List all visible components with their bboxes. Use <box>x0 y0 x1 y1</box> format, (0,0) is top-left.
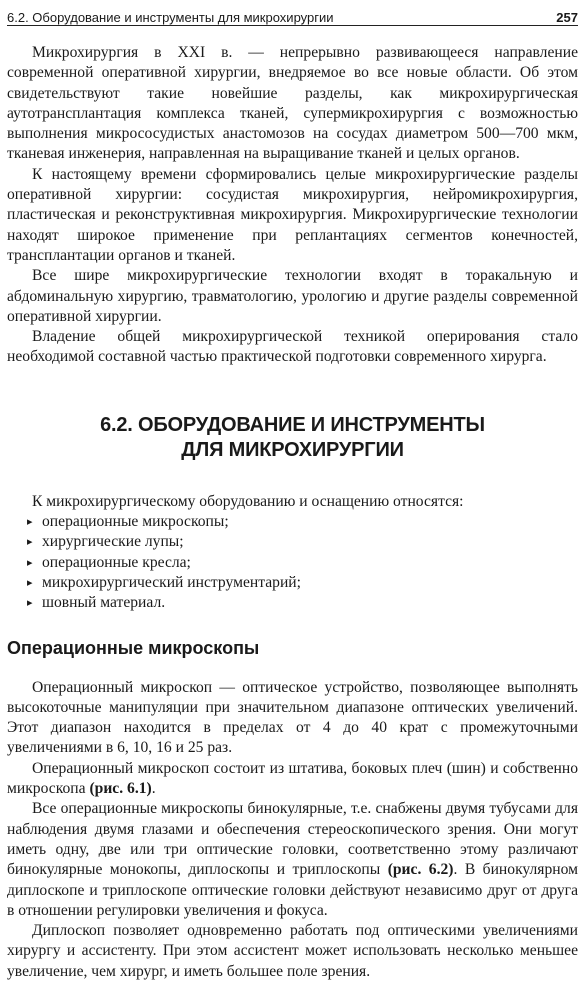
list-item: ▸ операционные микроскопы; <box>7 512 578 532</box>
paragraph: Владение общей микрохирургической техникой оперирования стало необходимой составной частью практической подготовки современного хирурга. <box>7 328 578 366</box>
section-heading <box>7 413 578 463</box>
running-header <box>7 0 578 26</box>
subsection-heading: Операционные микроскопы <box>7 637 260 658</box>
subsection-text <box>7 678 578 982</box>
equipment-list <box>7 512 578 613</box>
triangle-bullet-icon: ▸ <box>27 535 33 549</box>
paragraph: Микрохирургия в XXI в. — непрерывно развивающееся направление современной оперативной хирургии, внедряемое во все новые области. Об этом свидетельствуют такие новейшие разделы, как микрохирургическая аутотрансплантация комплекса тканей, супермикрохирургия с возможностью выполнения микрососудистых анастомозов на сосудах диаметром 500—700 мкм, тканевая инженерия, направленная на выращивание тканей и целых органов. <box>7 44 578 163</box>
paragraph: Все шире микрохирургические технологии входят в торакальную и абдоминальную хирургию, травматологию, урологию и другие разделы современной оперативной хирургии. <box>7 267 578 325</box>
triangle-bullet-icon: ▸ <box>27 555 33 569</box>
figure-reference: (рис. 6.1) <box>89 780 152 798</box>
triangle-bullet-icon: ▸ <box>27 596 33 610</box>
paragraph: Операционный микроскоп состоит из штатива, боковых плеч (шин) и собственно микроскопа (рис. 6.1). <box>7 759 578 798</box>
equipment-list-block <box>7 492 578 614</box>
list-item: ▸ хирургические лупы; <box>7 532 578 552</box>
paragraph: Все операционные микроскопы бинокулярные, т.е. снабжены двумя тубусами для наблюдения двумя глазами и обеспечения стереоскопического зрения. Они могут иметь одну, две или три оптические головки, соответственно этому различают бинокулярные монокопы, диплоскопы и триплоскопы (рис. 6.2). В бинокулярном диплоскопе и триплоскопе оптические головки действуют независимо друг от друга в отношении регулировки увеличения и фокуса. <box>7 800 578 919</box>
list-item: ▸ шовный материал. <box>7 593 578 613</box>
figure-reference: (рис. 6.2) <box>387 861 454 879</box>
list-item: ▸ операционные кресла; <box>7 553 578 573</box>
list-item: ▸ микрохирургический инструментарий; <box>7 573 578 593</box>
section-heading-line-2: ДЛЯ МИКРОХИРУРГИИ <box>181 438 404 461</box>
running-header-title: 6.2. Оборудование и инструменты для микрохирургии <box>7 10 334 25</box>
triangle-bullet-icon: ▸ <box>27 515 33 529</box>
paragraph: Диплоскоп позволяет одновременно работать под оптическими увеличениями хирургу и ассистенту. При этом ассистент может использовать несколько меньшее увеличение, чем хирург, и иметь большее поле зрения. <box>7 922 578 980</box>
paragraph: К настоящему времени сформировались целые микрохирургические разделы оперативной хирургии: сосудистая микрохирургия, нейромикрохирургия, пластическая и реконструктивная микрохирургия. Микрохирургические технологии находят широкое применение при реплантациях сегментов конечностей, трансплантации органов и тканей. <box>7 165 578 264</box>
page-number: 257 <box>556 10 578 25</box>
paragraph: Операционный микроскоп — оптическое устройство, позволяющее выполнять высокоточные манипуляции при значительном диапазоне оптических увеличений. Этот диапазон находится в пределах от 4 до 40 крат с промежуточными увеличениями в 6, 10, 16 и 25 раз. <box>7 678 578 757</box>
triangle-bullet-icon: ▸ <box>27 575 33 589</box>
section-heading-line-1: 6.2. ОБОРУДОВАНИЕ И ИНСТРУМЕНТЫ <box>100 413 485 436</box>
list-intro: К микрохирургическому оборудованию и оснащению относятся: <box>32 492 464 510</box>
intro-text <box>7 43 578 368</box>
